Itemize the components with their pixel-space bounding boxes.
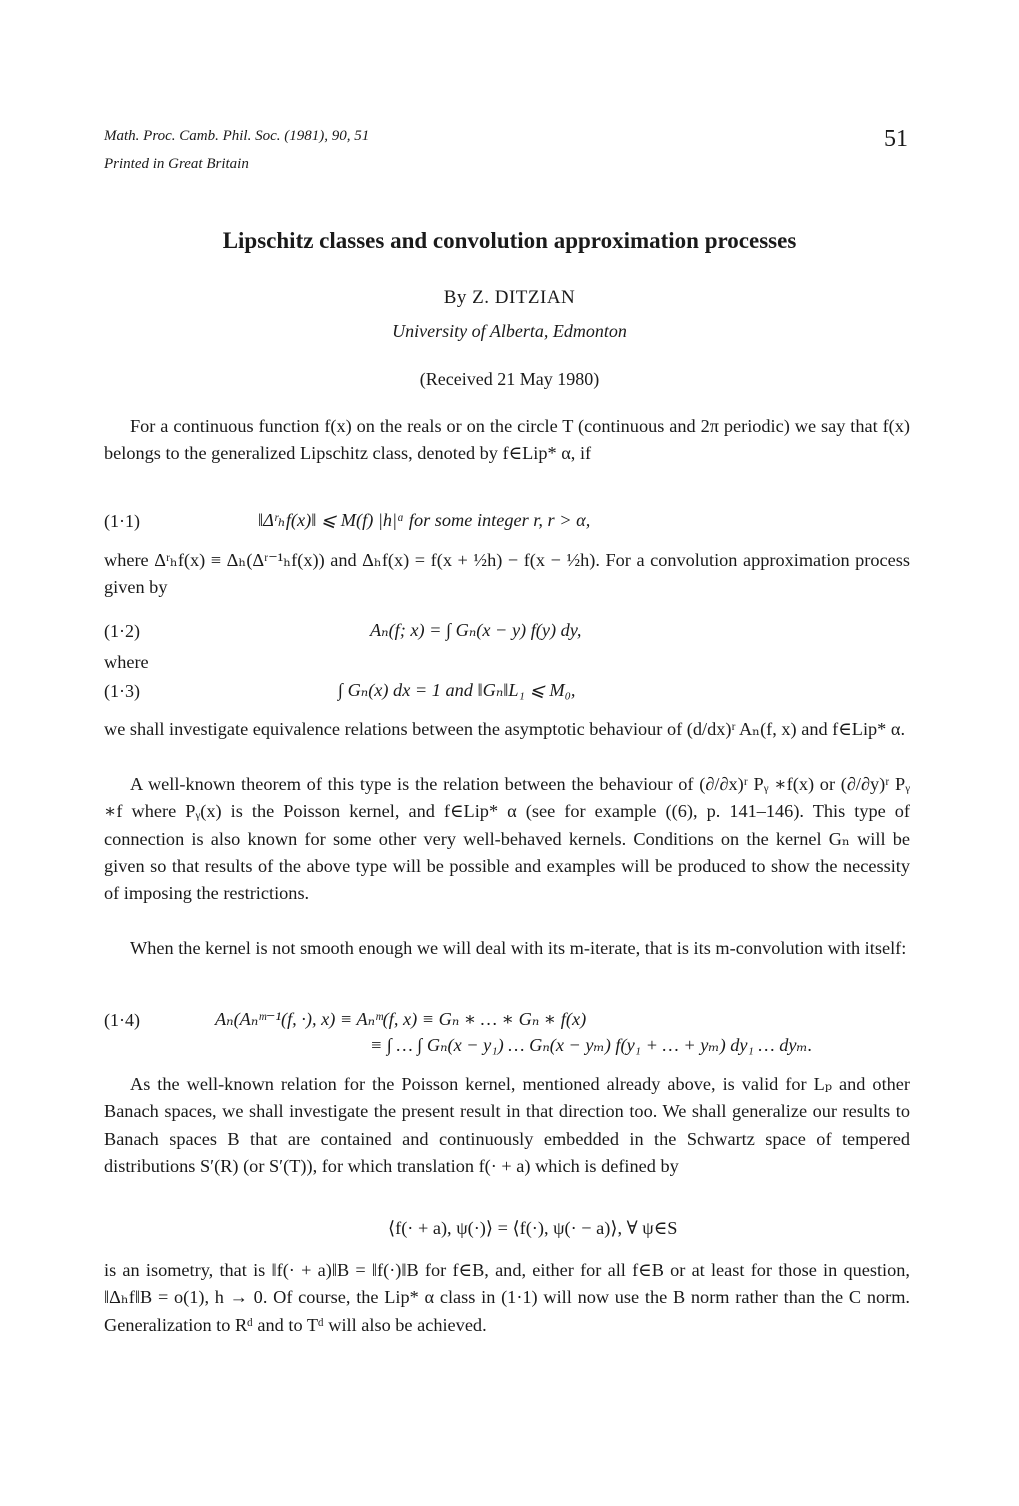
paragraph-iterate: When the kernel is not smooth enough we will deal with its m-iterate, that is its m-convolution with itself: bbox=[130, 938, 907, 958]
paragraph-banach: As the well-known relation for the Poisson kernel, mentioned already above, is valid for Lₚ and other Banach spaces, we shall investigate the present result in that direction too. We shall generalize our results to Banach spaces B that are contained and continuously embedded in the Schwartz space of tempered distributions S′(R) (or S′(T)), for which translation f(· + a) which is defined by bbox=[104, 1074, 910, 1176]
equation-1-3: ∫ Gₙ(x) dx = 1 and ‖Gₙ‖L₁ ⩽ M₀, bbox=[338, 680, 576, 700]
journal-reference: Math. Proc. Camb. Phil. Soc. (1981), 90, 51 bbox=[104, 128, 370, 144]
equation-1-4-line-2: ≡ ∫ … ∫ Gₙ(x − y₁) … Gₙ(x − yₘ) f(y₁ + … + yₘ) dy₁ … dyₘ. bbox=[370, 1035, 813, 1055]
author-byline: By Z. DITZIAN bbox=[443, 287, 576, 308]
equation-number-1-3: (1·3) bbox=[104, 681, 140, 701]
paragraph-investigate: we shall investigate equivalence relations between the asymptotic behaviour of (d/dx)ʳ Aₙ(f, x) and f∈Lip* α. bbox=[104, 719, 906, 739]
equation-1-4-line-1: Aₙ(Aₙᵐ⁻¹(f, ·), x) ≡ Aₙᵐ(f, x) ≡ Gₙ ∗ … ∗ Gₙ ∗ f(x) bbox=[215, 1009, 587, 1029]
received-date: (Received 21 May 1980) bbox=[419, 369, 600, 389]
equation-number-1-4: (1·4) bbox=[104, 1010, 140, 1030]
paragraph-isometry: is an isometry, that is ‖f(· + a)‖B = ‖f(·)‖B for f∈B, and, either for all f∈B or at least for those in question, ‖Δₕf‖B = o(1), h → 0. Of course, the Lip* α class in (1·1) will now use the B norm rather than the C norm. Generalization to Rᵈ and to Tᵈ will also be achieved. bbox=[104, 1260, 910, 1335]
page-number: 51 bbox=[884, 126, 908, 152]
where-label: where bbox=[104, 652, 149, 672]
paragraph-intro: For a continuous function f(x) on the reals or on the circle T (continuous and 2π periodic) we say that f(x) belongs to the generalized Lipschitz class, denoted by f∈Lip* α, if bbox=[104, 416, 910, 464]
paragraph-definitions: where Δʳₕf(x) ≡ Δₕ(Δʳ⁻¹ₕf(x)) and Δₕf(x) = f(x + ½h) − f(x − ½h). For a convolution approximation process given by bbox=[104, 550, 910, 598]
equation-translation: ⟨f(· + a), ψ(·)⟩ = ⟨f(·), ψ(· − a)⟩, ∀ ψ∈S bbox=[388, 1218, 678, 1238]
equation-number-1-2: (1·2) bbox=[104, 621, 140, 641]
author-affiliation: University of Alberta, Edmonton bbox=[392, 321, 627, 341]
article-title: Lipschitz classes and convolution approximation processes bbox=[222, 228, 797, 253]
equation-1-1: ‖Δʳₕf(x)‖ ⩽ M(f) |h|ᵅ for some integer r, r > α, bbox=[258, 510, 591, 530]
equation-1-2: Aₙ(f; x) = ∫ Gₙ(x − y) f(y) dy, bbox=[370, 620, 582, 640]
paragraph-poisson: A well-known theorem of this type is the relation between the behaviour of (∂/∂x)ʳ Pᵧ ∗f(x) or (∂/∂y)ʳ Pᵧ ∗f where Pᵧ(x) is the Poisson kernel, and f∈Lip* α (see for example ((6), p. 141–146). This type of connection is also known for some other very well-behaved kernels. Conditions on the kernel Gₙ will be given so that results of the above type will be possible and examples will be produced to show the necessity of imposing the restrictions. bbox=[104, 774, 910, 904]
equation-number-1-1: (1·1) bbox=[104, 511, 140, 531]
printed-note: Printed in Great Britain bbox=[104, 156, 249, 172]
